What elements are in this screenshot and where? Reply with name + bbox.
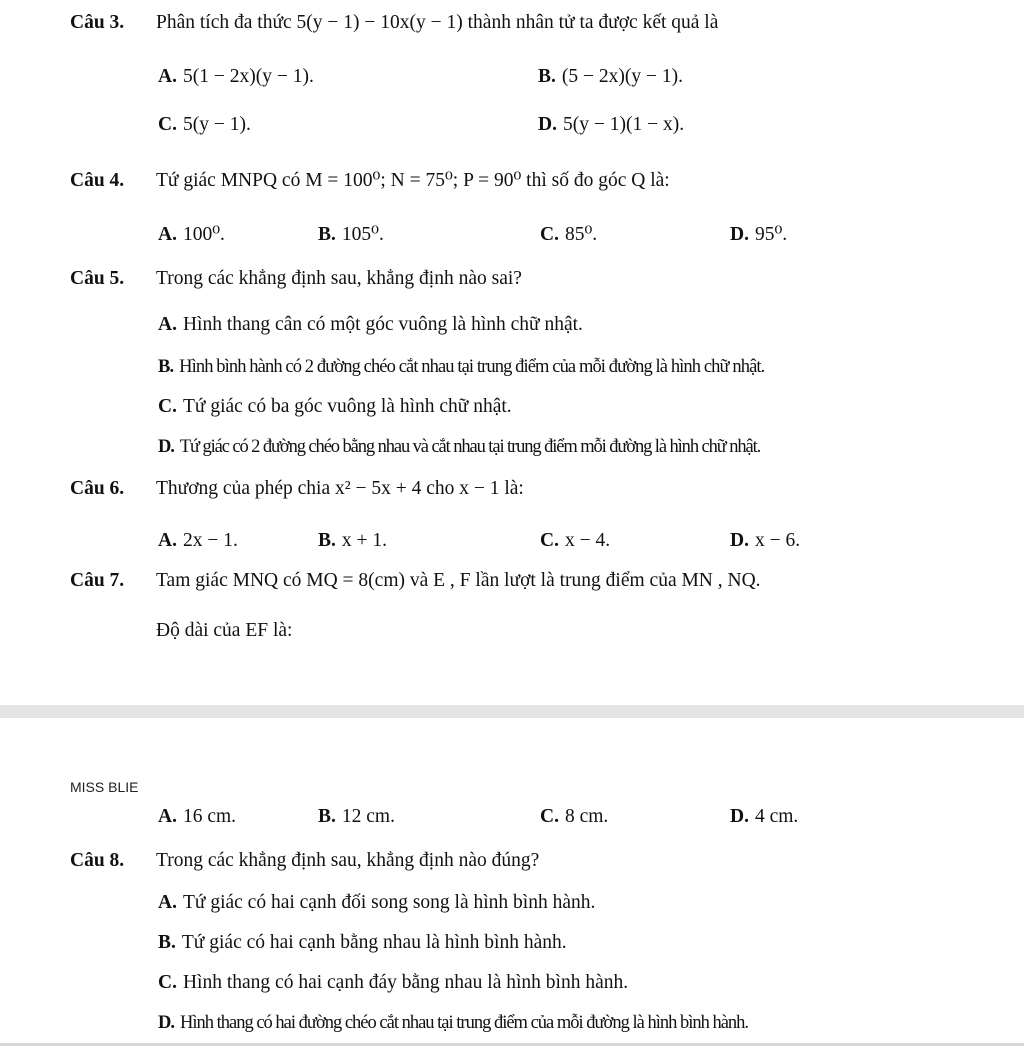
option-d (158, 434, 760, 460)
option-key: D. (730, 224, 749, 245)
option-a (158, 222, 225, 248)
option-key: A. (158, 66, 177, 87)
option-key: A. (158, 806, 177, 827)
option-key: D. (158, 1013, 174, 1033)
option-c (540, 528, 610, 554)
option-key: C. (158, 396, 177, 417)
option-key: A. (158, 892, 177, 913)
option-key: C. (540, 224, 559, 245)
option-key: C. (540, 530, 559, 551)
option-text: 5(y − 1). (182, 114, 251, 135)
question-label: Câu 8. (70, 850, 125, 871)
option-d (730, 222, 787, 248)
option-b (318, 804, 395, 830)
option-key: A. (158, 530, 177, 551)
option-key: B. (538, 66, 556, 87)
option-text: Tứ giác có hai cạnh đối song song là hình bình hành. (182, 892, 596, 913)
option-key: B. (158, 932, 176, 953)
author-label: MISS BLIE (70, 779, 139, 795)
option-a (158, 804, 236, 830)
option-key: C. (158, 114, 177, 135)
option-b (158, 354, 764, 380)
option-key: C. (540, 806, 559, 827)
option-text: 4 cm. (754, 806, 799, 827)
option-c (540, 804, 608, 830)
option-text: Hình thang cân có một góc vuông là hình chữ nhật. (182, 314, 583, 335)
option-text: 100⁰. (182, 224, 225, 245)
question-text: Phân tích đa thức 5(y − 1) − 10x(y − 1) thành nhân tử ta được kết quả là (156, 12, 719, 33)
option-key: B. (318, 224, 336, 245)
question-label: Câu 3. (70, 12, 125, 33)
question-text: Tam giác MNQ có MQ = 8(cm) và E , F lần lượt là trung điểm của MN , NQ. (156, 570, 761, 591)
option-a (158, 890, 595, 916)
option-text: 12 cm. (341, 806, 395, 827)
option-d (730, 804, 798, 830)
option-key: B. (318, 530, 336, 551)
option-d (158, 1010, 748, 1036)
question-label: Câu 5. (70, 268, 125, 289)
option-text: 5(y − 1)(1 − x). (562, 114, 685, 135)
option-key: D. (730, 530, 749, 551)
page-separator (0, 705, 1024, 718)
option-text: 95⁰. (754, 224, 788, 245)
option-c (158, 394, 512, 420)
option-b (318, 222, 384, 248)
option-d (538, 112, 684, 138)
option-key: B. (158, 357, 174, 377)
option-key: C. (158, 972, 177, 993)
question-text: Trong các khẳng định sau, khẳng định nào đúng? (156, 850, 540, 871)
option-text: Hình thang có hai đường chéo cắt nhau tại trung điểm của mỗi đường là hình bình hành. (180, 1013, 749, 1033)
question-label: Câu 4. (70, 170, 125, 191)
option-text: 2x − 1. (182, 530, 238, 551)
option-c (540, 222, 597, 248)
question-text: Tứ giác MNPQ có M = 100⁰; N = 75⁰; P = 90⁰ thì số đo góc Q là: (156, 170, 670, 191)
option-key: D. (730, 806, 749, 827)
option-a (158, 528, 238, 554)
option-text: Hình bình hành có 2 đường chéo cắt nhau tại trung điểm của mỗi đường là hình chữ nhật. (179, 357, 765, 377)
option-text: x + 1. (341, 530, 388, 551)
option-text: x − 4. (564, 530, 611, 551)
option-text: 16 cm. (182, 806, 237, 827)
option-b (538, 64, 683, 90)
option-text: Tứ giác có 2 đường chéo bằng nhau và cắt nhau tại trung điểm mỗi đường là hình chữ nhật. (179, 437, 761, 457)
option-c (158, 112, 251, 138)
option-text: 85⁰. (564, 224, 598, 245)
option-key: B. (318, 806, 336, 827)
option-key: A. (158, 314, 177, 335)
option-text: Tứ giác có ba góc vuông là hình chữ nhật. (182, 396, 512, 417)
option-text: 5(1 − 2x)(y − 1). (182, 66, 314, 87)
option-text: 105⁰. (341, 224, 384, 245)
option-key: D. (158, 437, 174, 457)
option-a (158, 64, 314, 90)
option-text: Hình thang có hai cạnh đáy bằng nhau là hình bình hành. (182, 972, 629, 993)
question-text: Trong các khẳng định sau, khẳng định nào sai? (156, 268, 522, 289)
question-label: Câu 7. (70, 570, 125, 591)
option-c (158, 970, 628, 996)
option-d (730, 528, 800, 554)
question-text: Thương của phép chia x² − 5x + 4 cho x − 1 là: (156, 478, 524, 499)
question-7-continuation (156, 618, 292, 644)
option-a (158, 312, 583, 338)
option-text: 8 cm. (564, 806, 609, 827)
option-key: D. (538, 114, 557, 135)
option-text: (5 − 2x)(y − 1). (561, 66, 683, 87)
option-b (158, 930, 567, 956)
question-label: Câu 6. (70, 478, 125, 499)
option-b (318, 528, 387, 554)
question-text-line-2: Độ dài của EF là: (156, 620, 293, 641)
option-key: A. (158, 224, 177, 245)
option-text: Tứ giác có hai cạnh bằng nhau là hình bình hành. (181, 932, 567, 953)
option-text: x − 6. (754, 530, 801, 551)
